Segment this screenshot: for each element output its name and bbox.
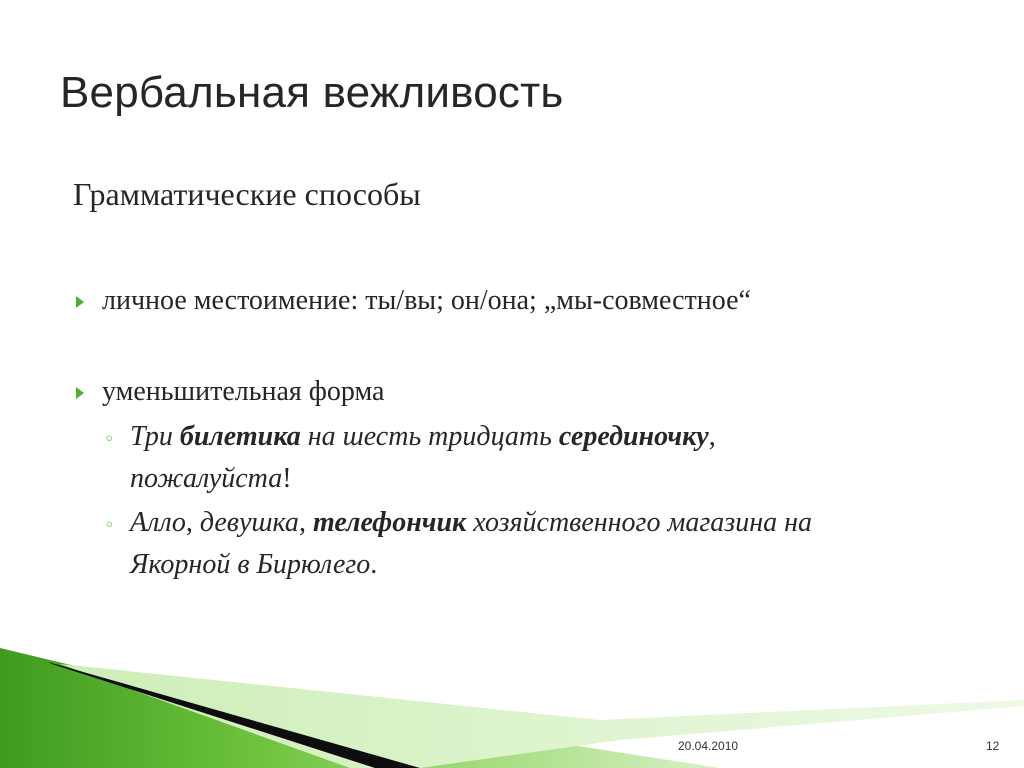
bullet-text: личное местоимение: ты/вы; он/она; „мы-совместное“ xyxy=(102,285,751,316)
slide-subtitle: Грамматические способы xyxy=(73,176,421,212)
example-text: на шесть тридцать xyxy=(300,421,559,452)
example-punctuation: , xyxy=(185,507,200,538)
example-bold-word: серединочку xyxy=(558,421,709,452)
example-text: Якорной в Бирюлего xyxy=(130,549,371,580)
example-text: пожалуйста xyxy=(130,463,283,494)
slide-title: Вербальная вежливость xyxy=(60,68,564,117)
example-text: Три xyxy=(130,421,180,452)
circle-bullet-icon: ◦ xyxy=(104,429,115,450)
circle-bullet-icon: ◦ xyxy=(104,515,115,536)
example-punctuation: , xyxy=(298,507,313,538)
footer-page-number: 12 xyxy=(986,739,1000,753)
example-bold-word: билетика xyxy=(179,421,301,452)
example-punctuation: , xyxy=(708,421,716,452)
bullet-text: уменьшительная форма xyxy=(102,376,385,407)
example-punctuation: ! xyxy=(282,463,292,494)
example-text: Алло xyxy=(130,507,186,538)
example-text: девушка xyxy=(199,507,299,538)
example-bold-word: телефончик xyxy=(312,507,467,538)
footer-date: 20.04.2010 xyxy=(678,739,739,753)
example-text: хозяйственного магазина на xyxy=(466,507,812,538)
example-punctuation: . xyxy=(370,549,378,580)
